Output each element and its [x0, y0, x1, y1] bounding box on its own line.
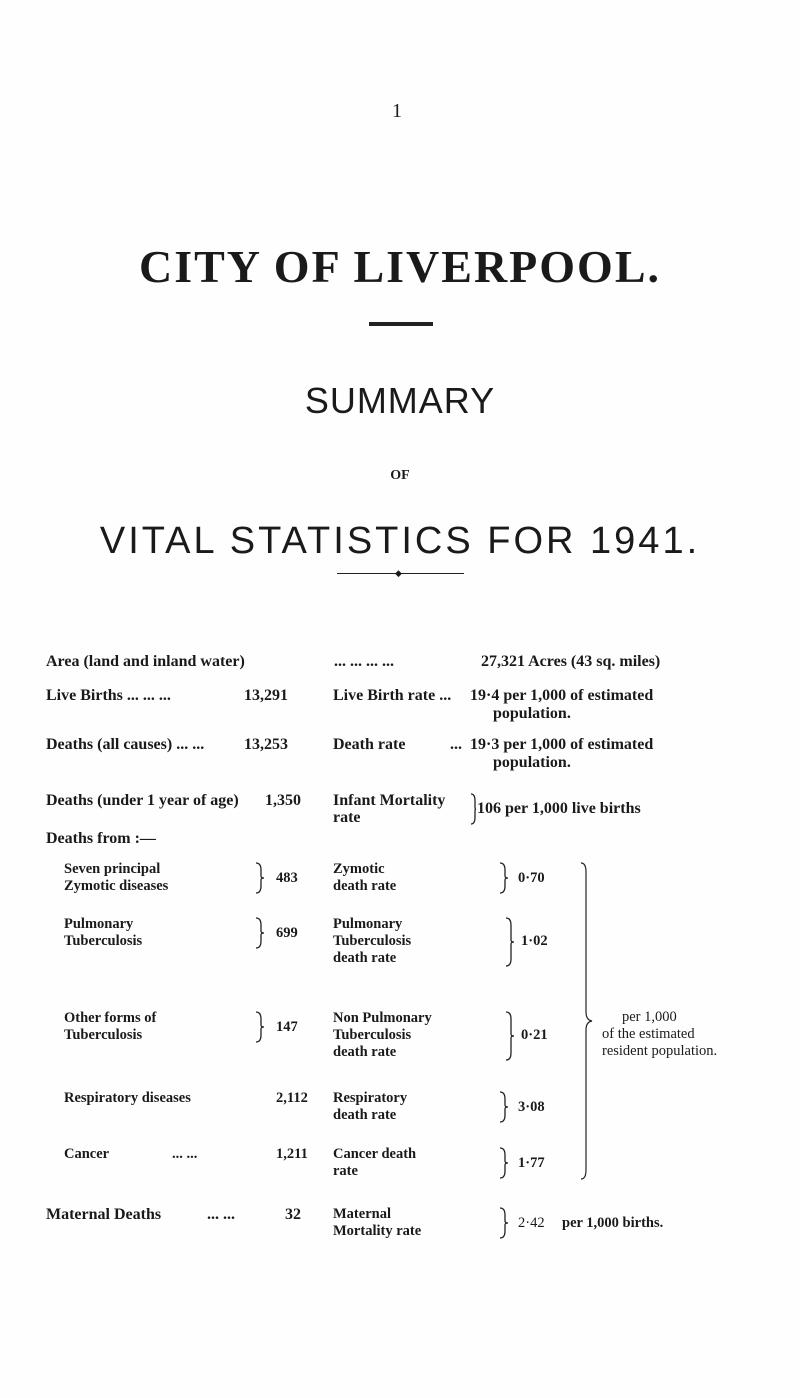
cause-rate-label-cont2: death rate	[333, 950, 397, 966]
cause-rate-label: Zymotic	[333, 861, 385, 877]
deaths-all-value: 13,253	[244, 736, 288, 753]
cause-rate-label: Pulmonary	[333, 916, 403, 932]
area-label: Area (land and inland water)	[46, 653, 245, 670]
of-label: OF	[390, 468, 410, 483]
maternal-rate-note: per 1,000 births.	[562, 1215, 664, 1231]
area-dots: ... ... ... ...	[334, 653, 394, 670]
maternal-deaths-count: 32	[285, 1206, 301, 1223]
cause-label: Pulmonary	[64, 916, 134, 932]
page-number: 1	[392, 100, 402, 122]
cause-rate-label-cont: rate	[333, 1163, 358, 1179]
cause-label-cont: Tuberculosis	[64, 933, 143, 949]
deaths-infant-label: Deaths (under 1 year of age)	[46, 792, 239, 809]
death-rate-value: 19·3 per 1,000 of estimated	[470, 736, 654, 753]
cause-label-cont: Tuberculosis	[64, 1027, 143, 1043]
cause-rate-label-cont: death rate	[333, 1107, 397, 1123]
cause-count: 483	[276, 870, 298, 886]
live-births-value: 13,291	[244, 687, 288, 704]
infant-mortality-label: Infant Mortality	[333, 792, 446, 809]
cause-rate: 3·08	[518, 1099, 545, 1115]
cause-rate-brace	[505, 917, 515, 972]
cause-label: Other forms of	[64, 1010, 157, 1026]
live-births-label: Live Births ... ... ...	[46, 687, 171, 704]
infant-brace	[470, 793, 476, 825]
cause-rate: 0·70	[518, 870, 545, 886]
page-title: CITY OF LIVERPOOL.	[138, 241, 662, 292]
cause-count: 699	[276, 925, 298, 941]
cause-brace	[255, 862, 265, 899]
deaths-all-label: Deaths (all causes) ... ...	[46, 736, 205, 753]
cause-rate-label-cont: Tuberculosis	[333, 933, 412, 949]
maternal-deaths-label: Maternal Deaths	[46, 1206, 162, 1223]
cause-rate: 1·77	[518, 1155, 545, 1171]
deaths-infant-value: 1,350	[265, 792, 301, 809]
cause-rate: 1·02	[521, 933, 548, 949]
cause-label-dots: ... ...	[172, 1146, 198, 1162]
death-rate-label: Death rate	[333, 736, 406, 753]
cause-label: Respiratory diseases	[64, 1090, 191, 1106]
cause-brace	[255, 917, 265, 954]
cause-count: 147	[276, 1019, 298, 1035]
cause-rate-label-cont2: death rate	[333, 1044, 397, 1060]
live-birth-rate-value: 19·4 per 1,000 of estimated	[470, 687, 654, 704]
live-birth-rate-label: Live Birth rate ...	[333, 687, 452, 704]
cause-rate-label-cont: Tuberculosis	[333, 1027, 412, 1043]
cause-rate-brace	[499, 1091, 509, 1128]
cause-rate-label: Respiratory	[333, 1090, 408, 1106]
death-rate-value-cont: population.	[493, 754, 571, 771]
area-value: 27,321 Acres (43 sq. miles)	[481, 653, 661, 670]
cause-rate-brace	[499, 862, 509, 899]
cause-rate-brace	[505, 1011, 515, 1066]
cause-count: 1,211	[276, 1146, 308, 1162]
maternal-rate-label-cont: Mortality rate	[333, 1223, 422, 1239]
infant-mortality-label-cont: rate	[333, 809, 361, 826]
cause-rate-label: Cancer death	[333, 1146, 417, 1162]
title-rule	[369, 322, 433, 326]
infant-mortality-value: 106 per 1,000 live births	[477, 800, 641, 817]
cause-rate-label-cont: death rate	[333, 878, 397, 894]
subtitle: SUMMARY	[304, 380, 496, 421]
cause-rate-label: Non Pulmonary	[333, 1010, 432, 1026]
group-note-cont: of the estimated	[602, 1026, 695, 1042]
cause-rate-brace	[499, 1147, 509, 1184]
death-rate-dots: ...	[450, 736, 462, 753]
cause-brace	[255, 1011, 265, 1048]
cause-count: 2,112	[276, 1090, 308, 1106]
cause-label: Cancer	[64, 1146, 110, 1162]
cause-label-cont: Zymotic diseases	[64, 878, 169, 894]
maternal-brace	[499, 1207, 509, 1244]
group-brace	[580, 862, 594, 1185]
maternal-rate-label: Maternal	[333, 1206, 391, 1222]
section-heading: VITAL STATISTICS FOR 1941.	[99, 520, 701, 562]
cause-label: Seven principal	[64, 861, 161, 877]
group-note-cont2: resident population.	[602, 1043, 718, 1059]
deaths-from-label: Deaths from :—	[46, 830, 156, 847]
cause-rate: 0·21	[521, 1027, 548, 1043]
group-note: per 1,000	[622, 1009, 677, 1025]
diamond-ornament-icon: ◆	[395, 568, 402, 578]
live-birth-rate-value-cont: population.	[493, 705, 571, 722]
maternal-rate: 2·42	[518, 1215, 545, 1231]
maternal-deaths-dots: ... ...	[207, 1206, 235, 1223]
